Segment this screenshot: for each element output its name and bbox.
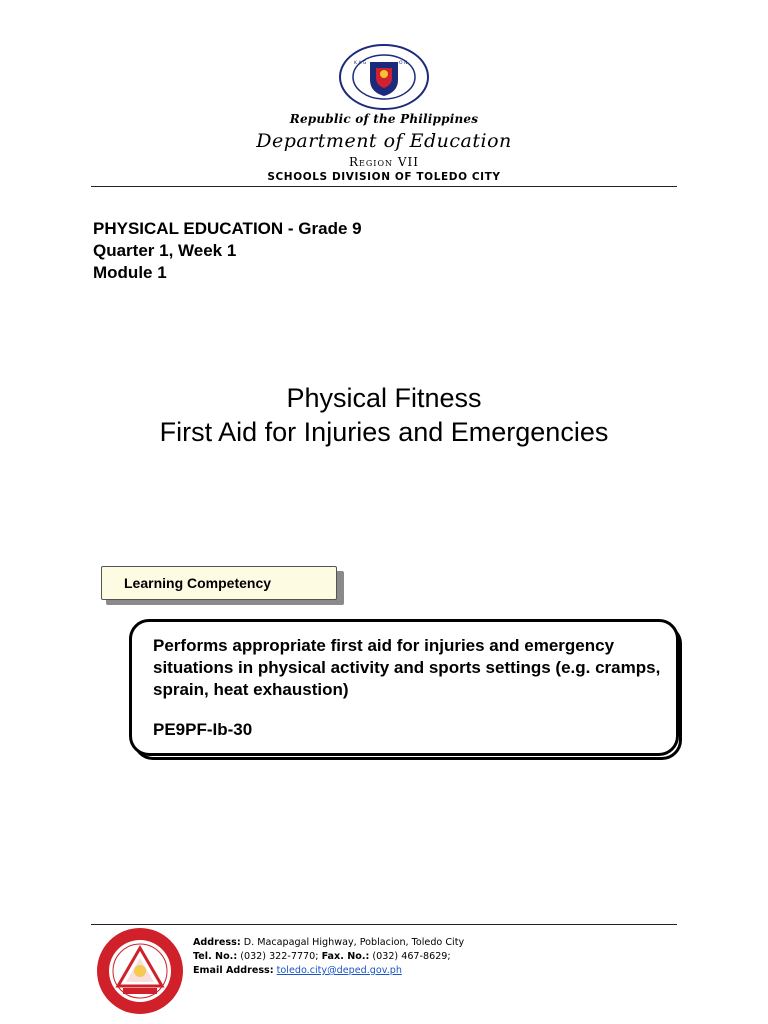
svg-text:O N: O N — [399, 61, 408, 66]
division-logo — [95, 926, 185, 1016]
republic-heading: Republic of the Philippines — [289, 112, 479, 126]
title-line-2: First Aid for Injuries and Emergencies — [159, 417, 609, 447]
competency-text: Performs appropriate first aid for injuries and emergency situations in physical activity and sports settings (e.g. cramps, sprain, heat exhaustion) — [153, 636, 661, 699]
footer-phone: Tel. No.: (032) 322-7770; Fax. No.: (032) 467-8629; — [193, 951, 451, 962]
title-line-1: Physical Fitness — [286, 383, 482, 413]
module-line: Module 1 — [93, 263, 167, 282]
competency-code: PE9PF-Ib-30 — [153, 720, 253, 739]
department-heading: Department of Education — [256, 130, 512, 152]
region-heading: Region VII — [349, 155, 419, 169]
header-divider — [91, 186, 677, 187]
subject-line: PHYSICAL EDUCATION - Grade 9 — [93, 219, 362, 238]
deped-seal-logo — [339, 44, 429, 110]
quarter-line: Quarter 1, Week 1 — [93, 241, 237, 260]
footer-address: Address: D. Macapagal Highway, Poblacion, Toledo City — [193, 937, 465, 948]
email-link[interactable]: toledo.city@deped.gov.ph — [276, 965, 402, 976]
division-heading: SCHOOLS DIVISION OF TOLEDO CITY — [267, 171, 501, 183]
footer-email: Email Address: toledo.city@deped.gov.ph — [193, 965, 402, 976]
svg-text:K A G: K A G — [354, 61, 367, 66]
competency-tab-label: Learning Competency — [124, 575, 272, 591]
footer-divider — [91, 924, 677, 925]
